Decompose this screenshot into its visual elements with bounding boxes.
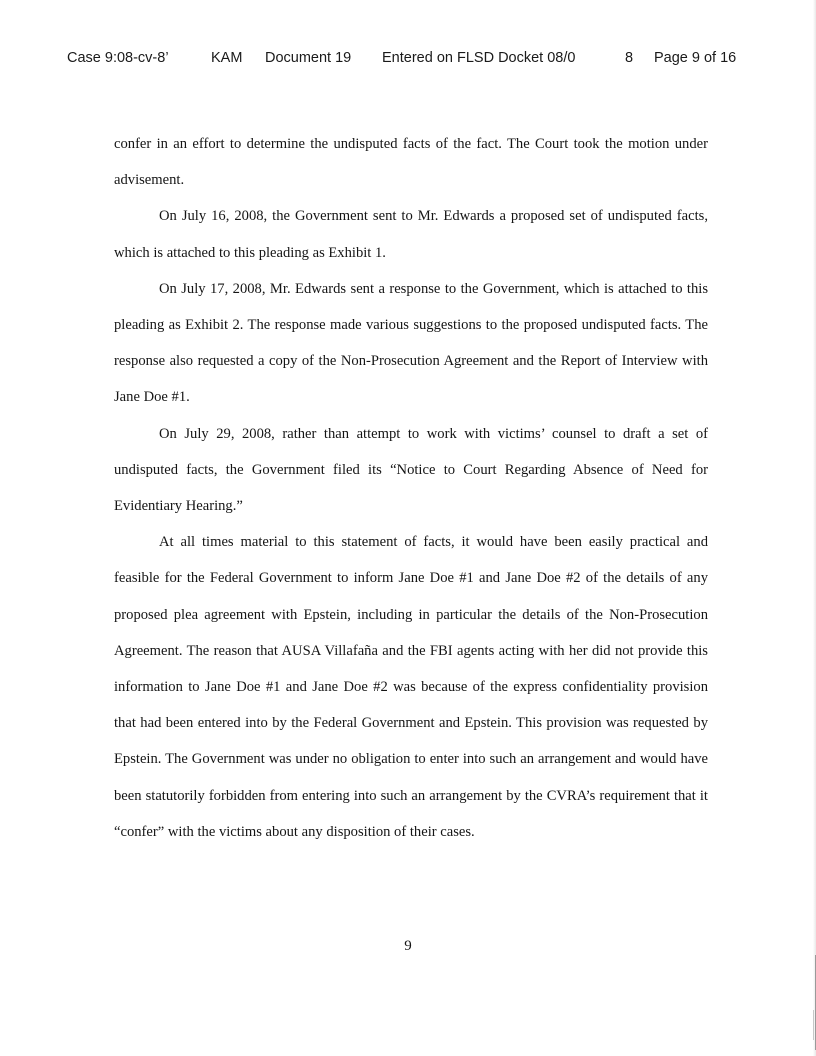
document-body	[114, 126, 708, 850]
docket-entry: Entered on FLSD Docket 08/0	[382, 50, 576, 66]
docket-header	[0, 50, 816, 72]
case-number: Case 9:08-cv-8’	[67, 50, 169, 66]
page-label: Page 9 of 16	[654, 50, 737, 66]
paragraph-1: confer in an effort to determine the undisputed facts of the fact. The Court took the motion under advisement.	[114, 136, 708, 189]
paragraph-4: On July 29, 2008, rather than attempt to work with victims’ counsel to draft a set of undisputed facts, the Government filed its “Notice to Court Regarding Absence of Need for Evidentiary Hearing.”	[114, 425, 708, 515]
judge-initials: KAM	[211, 50, 243, 66]
scan-artifact-line	[813, 1010, 814, 1040]
paragraph-5: At all times material to this statement of facts, it would have been easily practical and feasible for the Federal Government to inform Jane Doe #1 and Jane Doe #2 of the details of any proposed plea agreement with Epstein, including in particular the details of the Non-Prosecution Agreement. The reason that AUSA Villafaña and the FBI agents acting with her did not provide this information to Jane Doe #1 and Jane Doe #2 was because of the express confidentiality provision that had been entered into by the Federal Government and Epstein. This provision was requested by Epstein. The Government was under no obligation to enter into such an arrangement and would have been statutorily forbidden from entering into such an arrangement by the CVRA’s requirement that it “confer” with the victims about any disposition of their cases.	[114, 534, 708, 840]
paragraph-2: On July 16, 2008, the Government sent to Mr. Edwards a proposed set of undisputed facts, which is attached to this pleading as Exhibit 1.	[114, 208, 708, 261]
docket-date-fragment: 8	[625, 50, 634, 66]
page-number: 9	[404, 938, 412, 954]
document-number: Document 19	[265, 50, 352, 66]
paragraph-3: On July 17, 2008, Mr. Edwards sent a response to the Government, which is attached to this pleading as Exhibit 2. The response made various suggestions to the proposed undisputed facts. The response also requested a copy of the Non-Prosecution Agreement and the Report of Interview with Jane Doe #1.	[114, 280, 708, 406]
